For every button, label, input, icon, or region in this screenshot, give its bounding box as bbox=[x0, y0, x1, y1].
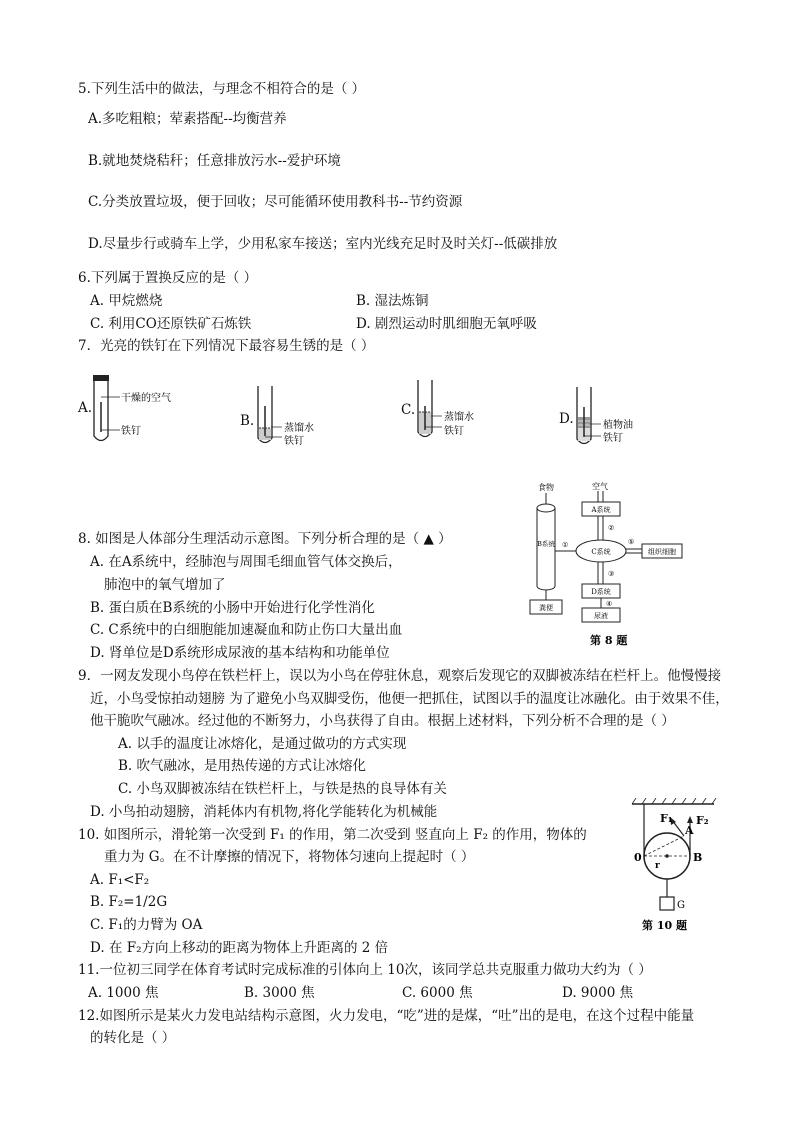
label-urine: 尿液 bbox=[594, 612, 608, 620]
q5-option-a: A.多吃粗粮；荤素搭配--均衡营养 bbox=[88, 111, 287, 127]
label-n3: ③ bbox=[608, 570, 615, 578]
label-distilled-water: 蒸馏水 bbox=[444, 412, 474, 423]
q6-option-b: B. 湿法炼铜 bbox=[356, 293, 429, 309]
label-air: 空气 bbox=[592, 482, 608, 491]
ceiling-hatch bbox=[652, 798, 656, 804]
q5-option-b: B.就地焚烧秸秆；任意排放污水--爱护环境 bbox=[88, 153, 341, 169]
q9-stem-line3: 他干脆吹气融冰。经过他的不断努力，小鸟获得了自由。根据上述材料，下列分析不合理的是（ ） bbox=[90, 713, 675, 729]
q7-stem: 7．光亮的铁钉在下列情况下最容易生锈的是（ ） bbox=[78, 338, 375, 354]
q7-c-letter: C. bbox=[401, 402, 416, 418]
q5-option-c: C.分类放置垃圾，便于回收；尽可能循环使用教科书--节约资源 bbox=[88, 194, 463, 210]
q6-option-a: A. 甲烷燃烧 bbox=[90, 293, 163, 309]
label-nail: 铁钉 bbox=[444, 426, 464, 437]
ceiling-hatch bbox=[682, 798, 686, 804]
ceiling-hatch bbox=[692, 798, 696, 804]
label-point-a: A bbox=[685, 824, 694, 837]
test-tube-b-figure bbox=[254, 384, 334, 448]
label-f2: F₂ bbox=[696, 814, 709, 827]
q8-option-c: C. C系统中的白细胞能加速凝血和防止伤口大量出血 bbox=[90, 622, 403, 638]
test-tube-a-figure bbox=[90, 374, 190, 446]
q10-option-b: B. F₂=1/2G bbox=[90, 894, 168, 910]
q7-d-letter: D. bbox=[559, 411, 574, 427]
q12-stem-line1: 12.如图所示是某火力发电站结构示意图，火力发电，“吃”进的是煤，“吐”出的是电，在这个过程中能量 bbox=[78, 1008, 695, 1024]
q11-option-c: C. 6000 焦 bbox=[402, 985, 473, 1001]
q9-option-a: A. 以手的温度让冰熔化，是通过做功的方式实现 bbox=[118, 736, 407, 752]
q8-option-b: B. 蛋白质在B系统的小肠中开始进行化学性消化 bbox=[90, 600, 375, 616]
ceiling-hatch bbox=[642, 798, 646, 804]
weight-block bbox=[660, 897, 674, 910]
tube-stopper bbox=[93, 375, 109, 381]
label-food: 食物 bbox=[538, 483, 554, 492]
ceiling-hatch bbox=[662, 798, 666, 804]
label-n4: ④ bbox=[606, 600, 613, 608]
q9-stem-line2: 近，小鸟受惊拍动翅膀 为了避免小鸟双脚受伤，他便一把抓住，试图以手的温度让冰融化。由于效果不佳， bbox=[90, 691, 729, 707]
q5-stem: 5.下列生活中的做法，与理念不相符合的是（ ） bbox=[78, 81, 366, 97]
test-tube-c-figure bbox=[414, 378, 494, 442]
ceiling-hatch bbox=[672, 798, 676, 804]
q8-stem: 8. 如图是人体部分生理活动示意图。下列分析合理的是（ ▲ ） bbox=[78, 531, 452, 547]
label-n2: ② bbox=[608, 524, 615, 532]
label-dry-air: 干燥的空气 bbox=[121, 393, 171, 404]
q10-pulley-diagram bbox=[622, 798, 722, 936]
q11-option-a: A. 1000 焦 bbox=[88, 985, 159, 1001]
f2-arrowhead bbox=[687, 816, 693, 823]
q8-option-a-line2: 肺泡中的氧气增加了 bbox=[104, 577, 226, 593]
q10-option-a: A. F₁<F₂ bbox=[90, 872, 150, 888]
label-b-system: B系统 bbox=[537, 540, 555, 548]
label-distilled-water: 蒸馏水 bbox=[284, 423, 314, 434]
q11-option-d: D. 9000 焦 bbox=[562, 985, 634, 1001]
q8-figure-caption: 第 8 题 bbox=[590, 634, 628, 647]
label-a-system: A系统 bbox=[591, 506, 611, 514]
q8-option-d: D. 肾单位是D系统形成尿液的基本结构和功能单位 bbox=[90, 645, 390, 661]
label-radius: r bbox=[655, 861, 660, 871]
label-point-o: 0 bbox=[634, 851, 642, 864]
q10-stem-line2: 重力为 G。在不计摩擦的情况下，将物体匀速向上提起时（ ） bbox=[104, 849, 475, 865]
ceiling-hatch bbox=[702, 798, 706, 804]
label-tissue-cells: 组织细胞 bbox=[648, 548, 676, 556]
label-d-system: D系统 bbox=[591, 588, 611, 596]
q7-b-letter: B. bbox=[240, 413, 255, 429]
q10-option-c: C. F₁的力臂为 OA bbox=[90, 917, 203, 933]
b-system-top bbox=[537, 504, 555, 512]
q11-option-b: B. 3000 焦 bbox=[244, 985, 315, 1001]
label-nail: 铁钉 bbox=[121, 426, 141, 437]
q8-option-a-line1: A. 在A系统中，经肺泡与周围毛细血管气体交换后， bbox=[90, 554, 402, 570]
ceiling-hatch bbox=[712, 798, 716, 804]
q9-option-b: B. 吹气融冰，是用热传递的方式让冰熔化 bbox=[118, 758, 367, 774]
label-n1: ① bbox=[562, 541, 569, 549]
label-plant-oil: 植物油 bbox=[603, 420, 633, 431]
q7-a-letter: A. bbox=[78, 400, 93, 416]
q6-option-d: D. 剧烈运动时肌细胞无氧呼吸 bbox=[356, 316, 537, 332]
label-point-b: B bbox=[693, 851, 703, 864]
q9-stem-line1: 9．一网友发现小鸟停在铁栏杆上，误以为小鸟在停驻休息，观察后发现它的双脚被冻结在栏杆上。他慢慢接 bbox=[78, 668, 722, 684]
q11-stem: 11.一位初三同学在体育考试时完成标准的引体向上 10次，该同学总共克服重力做功大约为（ ） bbox=[78, 962, 652, 978]
q9-option-c: C. 小鸟双脚被冻结在铁栏杆上，与铁是热的良导体有关 bbox=[118, 781, 447, 797]
q10-figure-caption: 第 10 题 bbox=[642, 919, 687, 932]
q9-option-d: D. 小鸟拍动翅膀，消耗体内有机物,将化学能转化为机械能 bbox=[90, 804, 438, 820]
q6-stem: 6.下列属于置换反应的是（ ） bbox=[78, 270, 258, 286]
label-feces: 粪便 bbox=[539, 604, 553, 612]
label-weight-g: G bbox=[677, 900, 685, 911]
q6-option-c: C. 利用CO还原铁矿石炼铁 bbox=[90, 316, 252, 332]
label-c-system: C系统 bbox=[591, 548, 611, 556]
q12-stem-line2: 的转化是（ ） bbox=[90, 1030, 176, 1046]
label-nail: 铁钉 bbox=[603, 433, 623, 444]
q10-stem-line1: 10. 如图所示，滑轮第一次受到 F₁ 的作用，第二次受到 竖直向上 F₂ 的作用，物体的 bbox=[78, 827, 587, 843]
label-nail: 铁钉 bbox=[284, 436, 304, 447]
q8-physiology-diagram bbox=[518, 478, 688, 650]
ceiling-hatch bbox=[632, 798, 636, 804]
label-f1: F₁ bbox=[660, 812, 673, 825]
q10-option-d: D. 在 F₂方向上移动的距离为物体上升距离的 2 倍 bbox=[90, 940, 389, 956]
label-n5: ⑤ bbox=[628, 538, 635, 546]
q5-option-d: D.尽量步行或骑车上学，少用私家车接送；室内光线充足时及时关灯--低碳排放 bbox=[88, 236, 558, 252]
test-tube-d-figure bbox=[573, 385, 653, 451]
b-system-cylinder bbox=[537, 508, 555, 590]
